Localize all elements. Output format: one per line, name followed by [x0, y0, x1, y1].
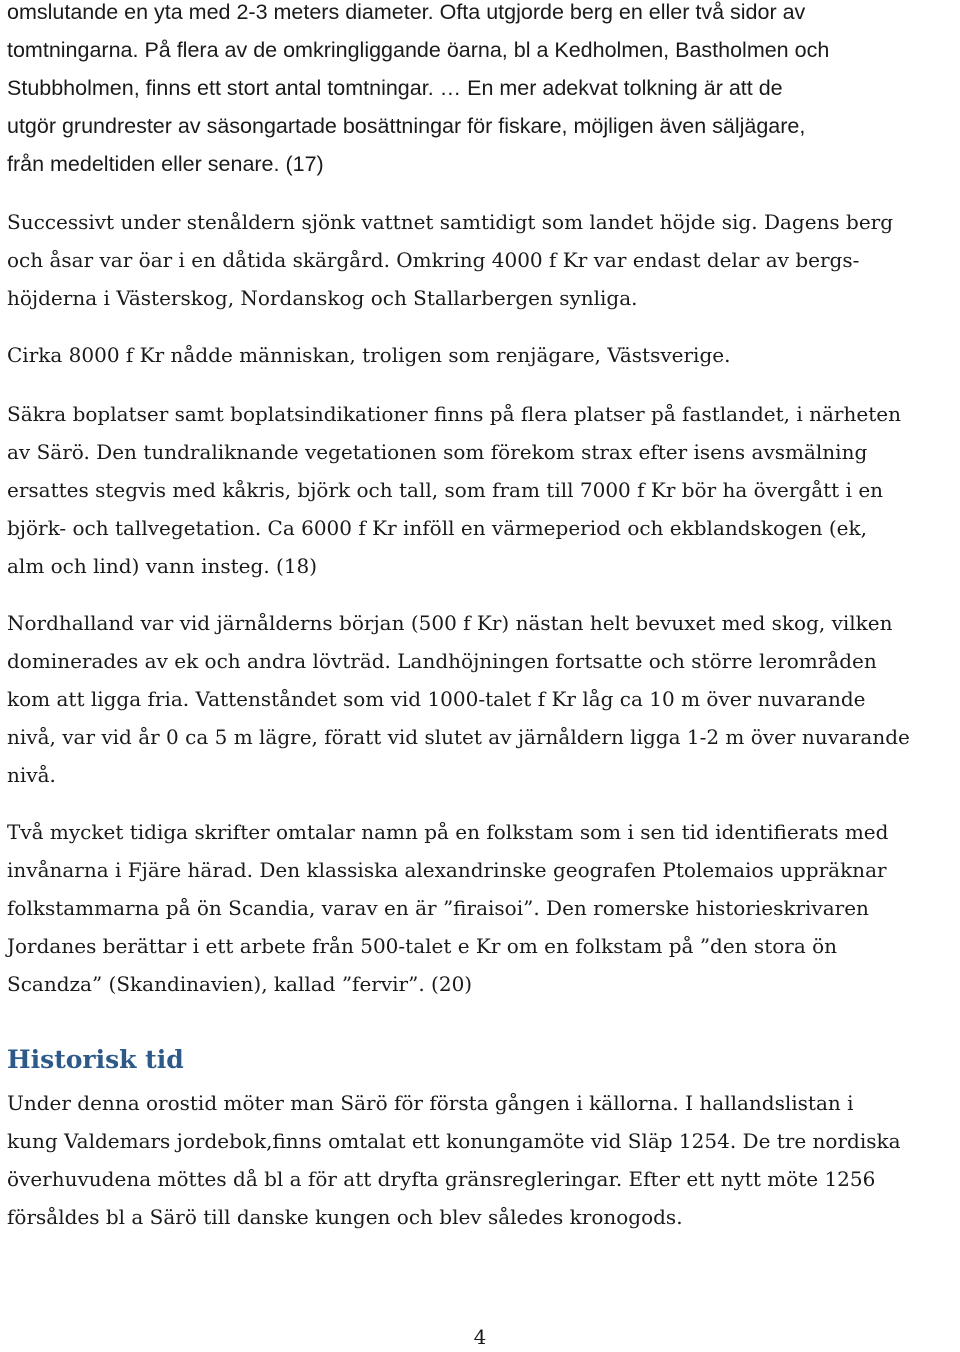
text-line: ersattes stegvis med kåkris, björk och tall, som fram till 7000 f Kr bör ha övergått i en [7, 478, 884, 502]
text-line: Säkra boplatser samt boplatsindikationer finns på flera platser på fastlandet, i närheten [7, 402, 901, 426]
text-line: Två mycket tidiga skrifter omtalar namn på en folkstam som i sen tid identifierats med [7, 820, 889, 844]
text-line: Nordhalland var vid järnålderns början (500 f Kr) nästan helt bevuxet med skog, vilken [7, 611, 893, 635]
paragraph-manniskan [7, 336, 957, 374]
text-line: Stubbholmen, finns ett stort antal tomtningar. … En mer adekvat tolkning är att de [7, 76, 783, 100]
text-line: folkstammarna på ön Scandia, varav en är ”firaisoi”. Den romerske historieskrivaren [7, 896, 869, 920]
text-line: försåldes bl a Särö till danske kungen och blev således kronogods. [7, 1205, 683, 1229]
paragraph-skrifter [7, 813, 957, 1003]
paragraph-boplatser [7, 395, 957, 585]
section-heading: Historisk tid [7, 1045, 184, 1074]
text-line: utgör grundrester av säsongartade bosättningar för fiskare, möjligen även säljägare, [7, 114, 806, 138]
text-line: höjderna i Västerskog, Nordanskog och Stallarbergen synliga. [7, 286, 638, 310]
text-line: alm och lind) vann insteg. (18) [7, 554, 318, 578]
text-line: nivå. [7, 763, 56, 787]
paragraph-tomtningar [7, 0, 957, 183]
text-line: tomtningarna. På flera av de omkringliggande öarna, bl a Kedholmen, Bastholmen och [7, 38, 830, 62]
text-line: björk- och tallvegetation. Ca 6000 f Kr inföll en värmeperiod och ekblandskogen (ek, [7, 516, 867, 540]
paragraph-stenaldern [7, 203, 957, 317]
text-line: dominerades av ek och andra lövträd. Landhöjningen fortsatte och större lerområden [7, 649, 877, 673]
paragraph-historisk-tid [7, 1084, 957, 1236]
text-line: invånarna i Fjäre härad. Den klassiska alexandrinske geografen Ptolemaios uppräknar [7, 858, 887, 882]
text-line: och åsar var öar i en dåtida skärgård. Omkring 4000 f Kr var endast delar av bergs- [7, 248, 860, 272]
text-line: Cirka 8000 f Kr nådde människan, troligen som renjägare, Västsverige. [7, 343, 731, 367]
paragraph-jarnaldern [7, 604, 957, 794]
text-line: Scandza” (Skandinavien), kallad ”fervir”. (20) [7, 972, 473, 996]
text-line: Under denna orostid möter man Särö för första gången i källorna. I hallandslistan i [7, 1091, 854, 1115]
text-line: från medeltiden eller senare. (17) [7, 152, 324, 176]
text-line: Jordanes berättar i ett arbete från 500-talet e Kr om en folkstam på ”den stora ön [7, 934, 838, 958]
page-number: 4 [473, 1325, 487, 1349]
text-line: Successivt under stenåldern sjönk vattnet samtidigt som landet höjde sig. Dagens berg [7, 210, 894, 234]
text-line: nivå, var vid år 0 ca 5 m lägre, föratt vid slutet av järnåldern ligga 1-2 m över nuvarande [7, 725, 910, 749]
text-line: kom att ligga fria. Vattenståndet som vid 1000-talet f Kr låg ca 10 m över nuvarande [7, 687, 866, 711]
text-line: av Särö. Den tundraliknande vegetationen som förekom strax efter isens avsmälning [7, 440, 868, 464]
text-line: kung Valdemars jordebok,finns omtalat ett konungamöte vid Släp 1254. De tre nordiska [7, 1129, 901, 1153]
text-line: överhuvudena möttes då bl a för att dryfta gränsregleringar. Efter ett nytt möte 1256 [7, 1167, 876, 1191]
text-line: omslutande en yta med 2-3 meters diameter. Ofta utgjorde berg en eller två sidor av [7, 0, 806, 24]
